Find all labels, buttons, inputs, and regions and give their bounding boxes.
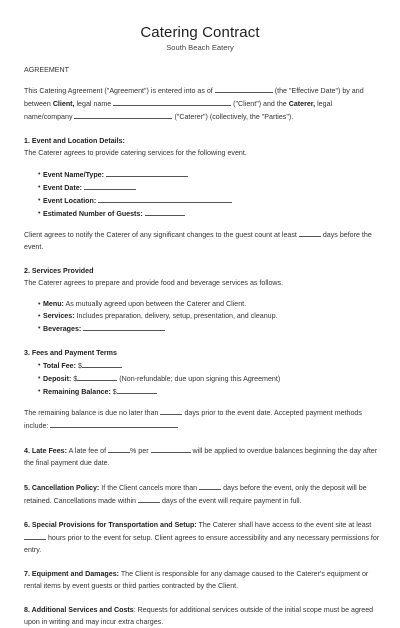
agreement-label: AGREEMENT — [24, 66, 69, 74]
effective-date-blank[interactable] — [215, 84, 273, 93]
event-name-blank[interactable] — [106, 168, 188, 177]
list-item: • Remaining Balance: $ — [24, 385, 380, 398]
list-item: • Event Name/Type: — [24, 168, 380, 181]
deposit-blank[interactable] — [77, 372, 117, 381]
section-4-label: 4. Late Fees: — [24, 447, 67, 455]
event-date-blank[interactable] — [84, 181, 136, 190]
list-item: • Deposit: $ (Non-refundable; due upon signing this Agreement) — [24, 372, 380, 385]
balance-days-blank[interactable] — [160, 406, 182, 415]
section-5-paragraph: 5. Cancellation Policy: If the Client cancels more than days before the event, only the deposit will be retained. Cancellations made within days of the event will require payment in full. — [24, 481, 380, 507]
intro-text: ("Caterer") (collectively, the "Parties"). — [174, 113, 294, 121]
total-fee-blank[interactable] — [82, 359, 122, 368]
intro-text: legal name/company — [24, 100, 333, 121]
cancel-days-blank[interactable] — [199, 481, 221, 490]
caterer-word: Caterer, — [288, 100, 316, 108]
notify-days-blank[interactable] — [299, 228, 321, 237]
section-8-label: 8. Additional Services and Costs — [24, 606, 134, 614]
event-details-list — [24, 168, 380, 220]
section-3-heading: 3. Fees and Payment Terms — [24, 349, 117, 357]
guest-notify-paragraph: Client agrees to notify the Caterer of any significant changes to the guest count at least days before the event. — [24, 228, 380, 253]
intro-paragraph — [24, 84, 380, 123]
late-fee-period-blank[interactable] — [151, 444, 191, 453]
section-6-label: 6. Special Provisions for Transportation and Setup: — [24, 521, 197, 529]
list-item: • Estimated Number of Guests: — [24, 207, 380, 220]
section-5-label: 5. Cancellation Policy: — [24, 484, 100, 492]
fees-list — [24, 359, 380, 398]
list-item: • Total Fee: $ — [24, 359, 380, 372]
list-item: • Menu: As mutually agreed upon between the Caterer and Client. — [24, 298, 380, 310]
section-4-paragraph: 4. Late Fees: A late fee of % per will be applied to overdue balances beginning the day after the final payment due date. — [24, 444, 380, 469]
list-item: • Event Location: — [24, 194, 380, 207]
contract-body — [24, 64, 380, 628]
section-6-paragraph: 6. Special Provisions for Transportation and Setup: The Caterer shall have access to the event site at least hours prior to the event for setup. Client agrees to ensure accessibility and any necessary permissions for entry. — [24, 521, 380, 554]
client-word: Client, — [52, 100, 75, 108]
section-8-paragraph: 8. Additional Services and Costs: Requests for additional services outside of the initial scope must be agreed upon in writing and may incur extra charges. — [24, 606, 374, 626]
intro-text: This Catering Agreement ("Agreement") is entered into as of — [24, 87, 213, 95]
list-item: • Beverages: — [24, 322, 380, 335]
section-2-heading: 2. Services Provided — [24, 267, 94, 275]
client-name-blank[interactable] — [113, 97, 231, 106]
late-fee-percent-blank[interactable] — [108, 444, 130, 453]
cancel-within-days-blank[interactable] — [138, 494, 160, 503]
intro-text: (the "Effective Date") by and between — [24, 87, 364, 108]
page-title: Catering Contract — [140, 24, 260, 41]
setup-hours-blank[interactable] — [24, 531, 46, 540]
list-item: • Services: Includes preparation, delivery, setup, presentation, and cleanup. — [24, 310, 380, 322]
intro-text: legal name — [76, 100, 112, 108]
payment-methods-blank[interactable] — [50, 419, 178, 428]
section-7-label: 7. Equipment and Damages: — [24, 570, 119, 578]
remaining-balance-blank[interactable] — [117, 385, 157, 394]
event-location-blank[interactable] — [98, 194, 232, 203]
caterer-name-blank[interactable] — [74, 110, 172, 119]
section-1-text: The Caterer agrees to provide catering services for the following event. — [24, 149, 247, 157]
page-subtitle: South Beach Eatery — [166, 43, 234, 52]
section-1-heading: 1. Event and Location Details: — [24, 137, 125, 145]
section-2-text: The Caterer agrees to prepare and provide food and beverage services as follows. — [24, 279, 284, 287]
section-7-paragraph: 7. Equipment and Damages: The Client is responsible for any damage caused to the Caterer's equipment or rental items by event guests or third parties contracted by the Client. — [24, 570, 369, 590]
guest-count-blank[interactable] — [145, 207, 185, 216]
beverages-blank[interactable] — [83, 322, 165, 331]
list-item: • Event Date: — [24, 181, 380, 194]
services-list — [24, 298, 380, 335]
intro-text: ("Client") and the — [233, 100, 287, 108]
balance-paragraph: The remaining balance is due no later than days prior to the event date. Accepted payment methods include: — [24, 406, 380, 432]
